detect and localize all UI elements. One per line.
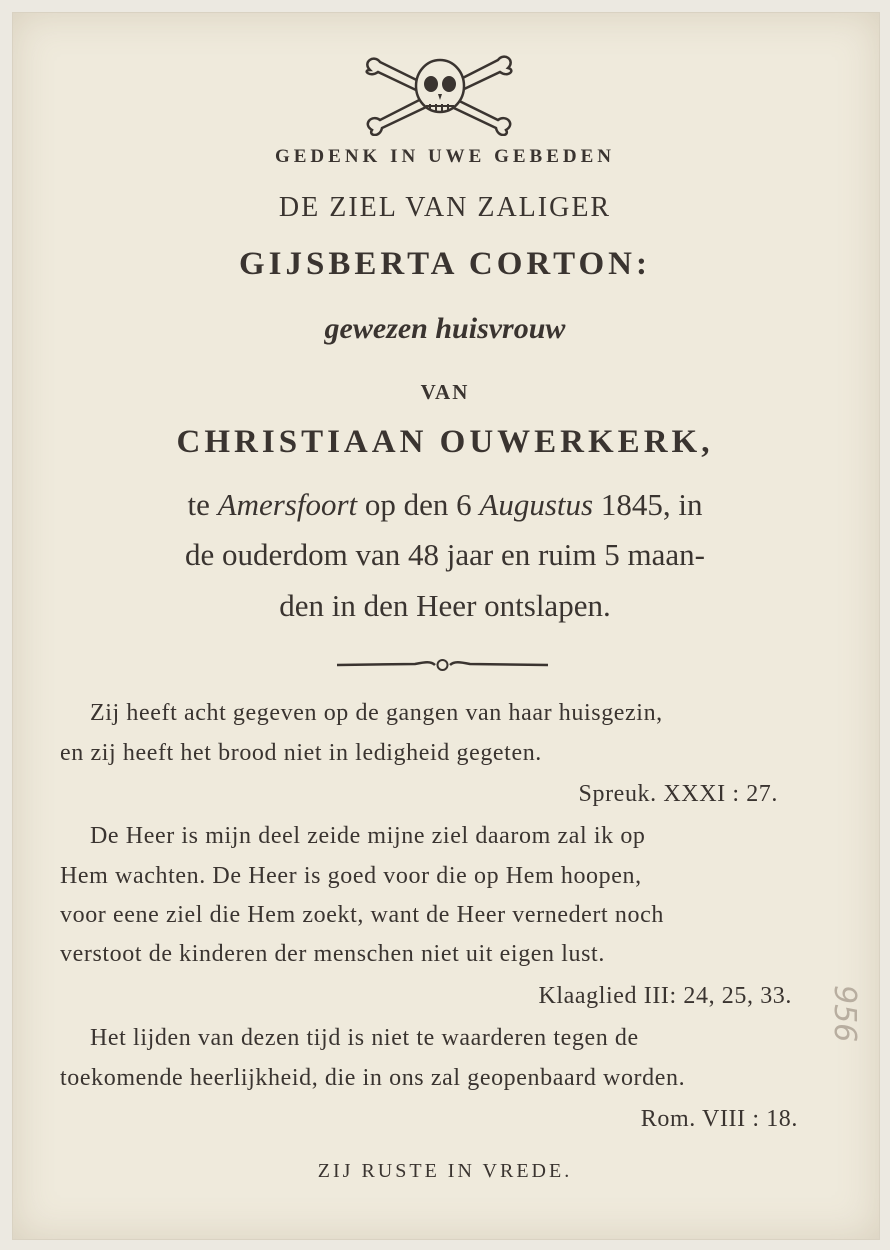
verse-3-reference: Rom. VIII : 18. <box>640 1106 798 1132</box>
verse-1-reference: Spreuk. XXXI : 27. <box>578 781 778 807</box>
verse-2-line-1: De Heer is mijn deel zeide mijne ziel daarom zal ik op <box>90 823 646 849</box>
deceased-name: GIJSBERTA CORTON: <box>239 246 651 282</box>
closing-text: ZIJ RUSTE IN VREDE. <box>317 1160 573 1182</box>
death-line-1: te Amersfoort op den 6 Augustus 1845, in <box>187 487 703 522</box>
role-title: gewezen huisvrouw <box>324 312 566 345</box>
skull-crossbones-icon <box>360 48 520 136</box>
verse-2-line-2: Hem wachten. De Heer is goed voor die op Hem hoopen, <box>60 863 642 889</box>
ornament-divider-icon <box>335 655 550 675</box>
header-line-2: DE ZIEL VAN ZALIGER <box>278 192 612 223</box>
verse-2-line-4: verstoot de kinderen der menschen niet uit eigen lust. <box>60 941 605 967</box>
header-line-1: GEDENK IN UWE GEBEDEN <box>274 146 616 167</box>
husband-name: CHRISTIAAN OUWERKERK, <box>176 424 714 460</box>
verse-2-line-3: voor eene ziel die Hem zoekt, want de Heer vernedert noch <box>60 902 664 928</box>
verse-3-line-1: Het lijden van dezen tijd is niet te waarderen tegen de <box>90 1025 639 1051</box>
verse-3-line-2: toekomende heerlijkheid, die in ons zal geopenbaard worden. <box>60 1065 686 1091</box>
verse-1-line-1: Zij heeft acht gegeven op de gangen van haar huisgezin, <box>90 700 663 726</box>
death-line-2: de ouderdom van 48 jaar en ruim 5 maan- <box>185 537 705 572</box>
van-label: VAN <box>420 380 470 404</box>
handwritten-number: 956 <box>827 985 862 1043</box>
verse-2-reference: Klaaglied III: 24, 25, 33. <box>538 983 792 1009</box>
death-line-3: den in den Heer ontslapen. <box>279 588 611 623</box>
verse-1-line-2: en zij heeft het brood niet in ledigheid gegeten. <box>60 740 542 766</box>
